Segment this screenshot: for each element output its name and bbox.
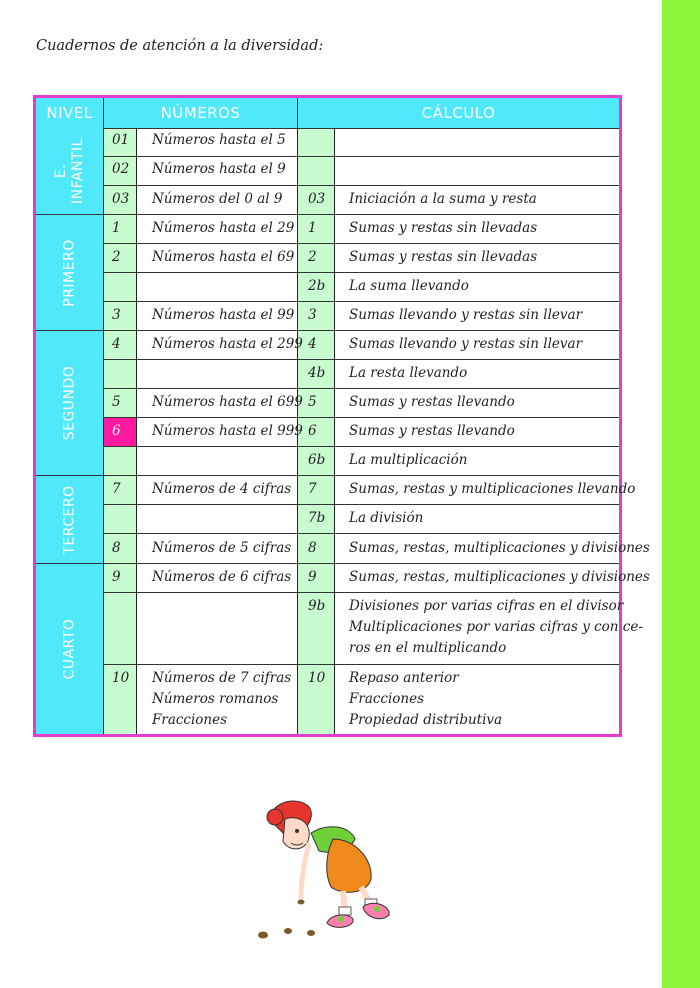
calculo-text: Divisiones por varias cifras en el divisor xyxy=(349,598,624,614)
calculo-code: 3 xyxy=(308,307,317,323)
level-cuarto xyxy=(36,564,103,734)
numeros-code: 5 xyxy=(112,394,121,410)
level-tercero xyxy=(36,476,103,564)
calculo-text: Sumas y restas sin llevadas xyxy=(349,220,538,236)
calculo-text: Sumas llevando y restas sin llevar xyxy=(349,307,583,323)
numeros-text: Números hasta el 9 xyxy=(152,161,286,177)
calculo-text: Sumas y restas sin llevadas xyxy=(349,249,538,265)
numeros-text: Números hasta el 5 xyxy=(152,132,286,148)
calculo-text: Propiedad distributiva xyxy=(349,712,503,728)
girl-sowing-seeds-illustration xyxy=(245,795,425,945)
numeros-code: 4 xyxy=(112,336,121,352)
calculo-code: 9 xyxy=(308,569,317,585)
calculo-code: 7 xyxy=(308,481,317,497)
calculo-text: Sumas, restas y multiplicaciones llevando xyxy=(349,481,636,497)
numeros-code: 9 xyxy=(112,569,121,585)
numeros-text: Números hasta el 699 xyxy=(152,394,303,410)
calculo-text: ros en el multiplicando xyxy=(349,640,507,656)
numeros-text: Números de 7 cifras xyxy=(152,670,292,686)
numeros-code: 2 xyxy=(112,249,121,265)
numeros-text: Fracciones xyxy=(152,712,228,728)
calculo-code: 7b xyxy=(308,510,326,526)
calculo-code: 4b xyxy=(308,365,326,381)
calculo-text: Sumas, restas, multiplicaciones y divisiones xyxy=(349,540,650,556)
numeros-text: Números de 4 cifras xyxy=(152,481,292,497)
numeros-text: Números hasta el 299 xyxy=(152,336,303,352)
numeros-code: 8 xyxy=(112,540,121,556)
calculo-code: 10 xyxy=(308,670,326,686)
level-label: CUARTO xyxy=(61,618,77,680)
level-label: INFANTIL xyxy=(69,138,86,204)
curriculum-table xyxy=(33,95,650,737)
numeros-code: 02 xyxy=(112,161,130,177)
calculo-code: 6b xyxy=(308,452,326,468)
calculo-text: Sumas llevando y restas sin llevar xyxy=(349,336,583,352)
header-numeros: NÚMEROS xyxy=(104,98,297,128)
level-infantil xyxy=(36,128,103,215)
numeros-text: Números hasta el 69 xyxy=(152,249,295,265)
calculo-text: Sumas, restas, multiplicaciones y divisiones xyxy=(349,569,650,585)
level-primero xyxy=(36,215,103,331)
numeros-text: Números hasta el 99 xyxy=(152,307,295,323)
numeros-code: 01 xyxy=(112,132,130,148)
calculo-text: Fracciones xyxy=(349,691,425,707)
level-label: TERCERO xyxy=(61,484,77,555)
numeros-text: Números hasta el 999 xyxy=(152,423,303,439)
numeros-text: Números de 5 cifras xyxy=(152,540,292,556)
calculo-text: Sumas y restas llevando xyxy=(349,394,515,410)
level-label: SEGUNDO xyxy=(61,365,77,441)
calculo-code: 1 xyxy=(308,220,317,236)
numeros-code: 10 xyxy=(112,670,130,686)
calculo-code: 8 xyxy=(308,540,317,556)
calculo-text: La suma llevando xyxy=(349,278,469,294)
page-heading: Cuadernos de atención a la diversidad: xyxy=(36,38,324,54)
numeros-code: 03 xyxy=(112,191,130,207)
numeros-text: Números de 6 cifras xyxy=(152,569,292,585)
calculo-code: 2b xyxy=(308,278,326,294)
side-color-bar xyxy=(662,0,700,988)
level-label: E. xyxy=(52,163,69,179)
level-label: PRIMERO xyxy=(61,238,77,307)
calculo-text: Multiplicaciones por varias cifras y con ce- xyxy=(349,619,643,635)
numeros-text: Números del 0 al 9 xyxy=(152,191,283,207)
calculo-code: 4 xyxy=(308,336,317,352)
calculo-text: Sumas y restas llevando xyxy=(349,423,515,439)
numeros-code: 7 xyxy=(112,481,121,497)
level-segundo xyxy=(36,331,103,476)
numeros-code: 3 xyxy=(112,307,121,323)
calculo-code: 5 xyxy=(308,394,317,410)
calculo-code: 6 xyxy=(308,423,317,439)
calculo-text: La división xyxy=(349,510,424,526)
calculo-code: 2 xyxy=(308,249,317,265)
calculo-text: La resta llevando xyxy=(349,365,468,381)
numeros-code: 6 xyxy=(112,423,121,439)
numeros-code: 1 xyxy=(112,220,121,236)
header-nivel: NIVEL xyxy=(36,98,103,128)
calculo-code: 03 xyxy=(308,191,326,207)
calculo-text: Repaso anterior xyxy=(349,670,459,686)
numeros-text: Números romanos xyxy=(152,691,279,707)
calculo-code: 9b xyxy=(308,598,326,614)
calculo-text: La multiplicación xyxy=(349,452,468,468)
header-calculo: CÁLCULO xyxy=(298,98,619,128)
numeros-text: Números hasta el 29 xyxy=(152,220,295,236)
calculo-text: Iniciación a la suma y resta xyxy=(349,191,537,207)
